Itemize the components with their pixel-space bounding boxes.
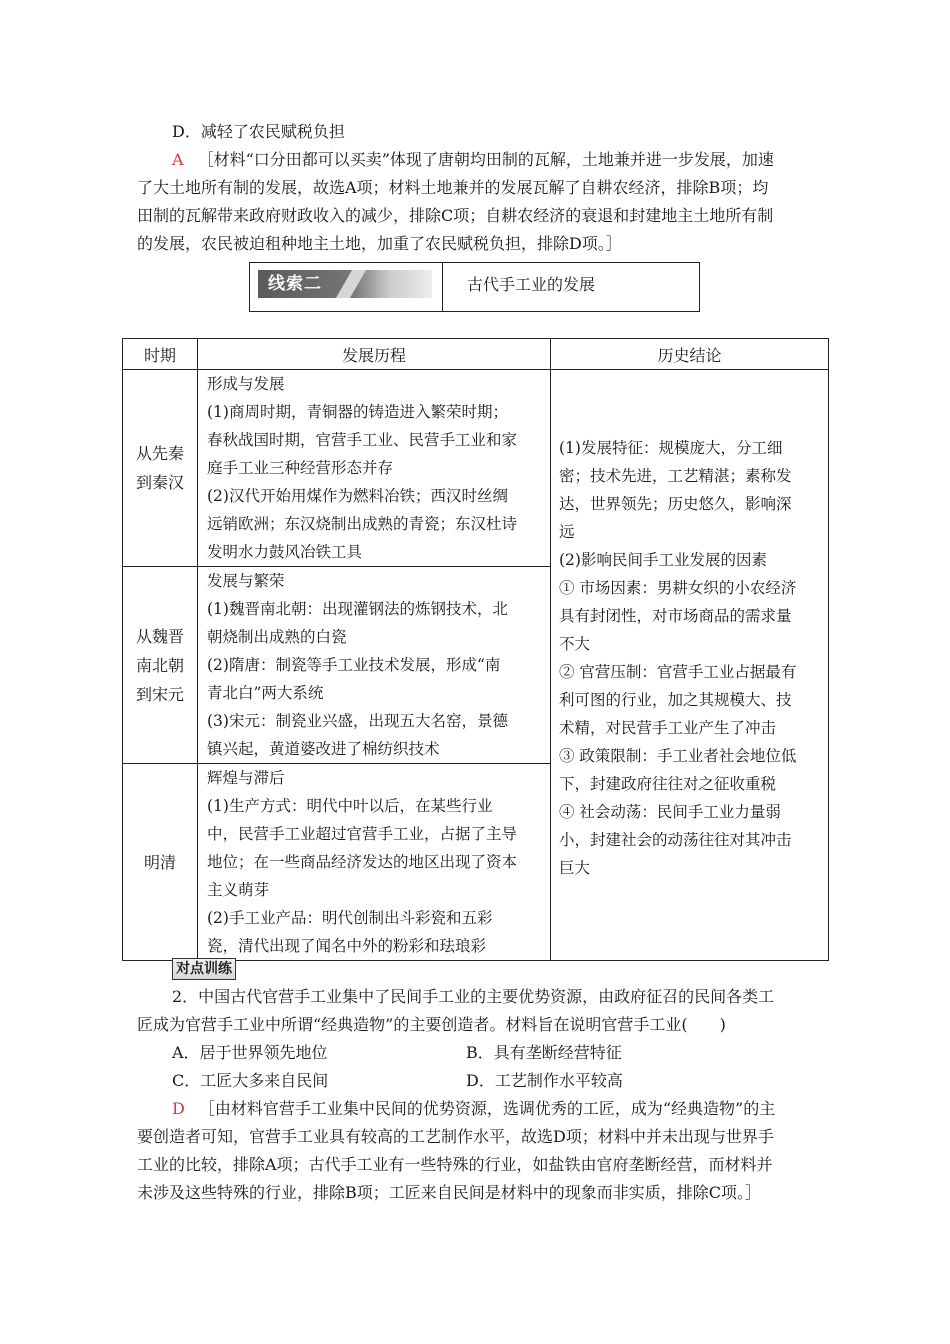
q1-explanation-line-2: 了大土地所有制的发展，故选A项；材料土地兼并的发展瓦解了自耕农经济，排除B项；均 bbox=[137, 178, 769, 197]
process-line: (2)汉代开始用煤作为燃料冶铁；西汉时丝绸 bbox=[207, 487, 508, 505]
period-cell bbox=[123, 370, 198, 567]
conclusion-line: ② 官营压制：官营手工业占据最有 bbox=[559, 663, 797, 681]
process-heading: 发展与繁荣 bbox=[207, 572, 285, 590]
conclusion-line: ① 市场因素：男耕女织的小农经济 bbox=[559, 579, 797, 597]
process-line: (1)魏晋南北朝：出现灌钢法的炼钢技术，北 bbox=[207, 600, 508, 618]
process-cell bbox=[198, 764, 551, 961]
process-line: (1)商周时期，青铜器的铸造进入繁荣时期； bbox=[207, 403, 508, 421]
conclusion-line: (1)发展特征：规模庞大，分工细 bbox=[559, 439, 783, 457]
period-text: 从先秦 bbox=[135, 444, 184, 463]
conclusion-line: ③ 政策限制：手工业者社会地位低 bbox=[559, 747, 797, 765]
process-line: 发明水力鼓风冶铁工具 bbox=[207, 543, 363, 561]
q1-answer-letter: A bbox=[172, 150, 184, 169]
table-row bbox=[123, 370, 829, 567]
period-text: 明清 bbox=[143, 852, 176, 872]
conclusion-line: 术精，对民营手工业产生了冲击 bbox=[559, 719, 777, 737]
q2-explanation-line-2: 要创造者可知，官营手工业具有较高的工艺制作水平，故选D项；材料中并未出现与世界手 bbox=[137, 1127, 774, 1146]
clue-label-area bbox=[250, 263, 443, 311]
process-line: 朝烧制出成熟的白瓷 bbox=[207, 628, 347, 646]
conclusion-line: 下，封建政府往往对之征收重税 bbox=[559, 775, 777, 793]
period-text: 南北朝 bbox=[135, 655, 184, 675]
clue-tag-slant-decoration bbox=[336, 270, 366, 298]
q2-explanation-line-4: 未涉及这些特殊的行业，排除B项；工匠来自民间是材料中的现象而非实质，排除C项。］ bbox=[137, 1183, 762, 1202]
process-line: 中，民营手工业超过官营手工业，占据了主导 bbox=[207, 825, 518, 843]
process-line: (2)手工业产品：明代创制出斗彩瓷和五彩 bbox=[207, 909, 493, 927]
process-line: (1)生产方式：明代中叶以后，在某些行业 bbox=[207, 797, 493, 815]
conclusion-line: 小，封建社会的动荡往往对其冲击 bbox=[559, 831, 792, 849]
process-line: 春秋战国时期，官营手工业、民营手工业和家 bbox=[207, 431, 518, 449]
header-conclusion: 历史结论 bbox=[551, 339, 829, 370]
process-heading: 辉煌与滞后 bbox=[207, 769, 285, 787]
period-text: 到秦汉 bbox=[135, 473, 184, 492]
conclusion-line: 利可图的行业，加之其规模大、技 bbox=[559, 691, 792, 709]
process-line: 远销欧洲；东汉烧制出成熟的青瓷；东汉杜诗 bbox=[207, 515, 518, 533]
q2-option-d: D．工艺制作水平较高 bbox=[466, 1071, 623, 1090]
process-line: (3)宋元：制瓷业兴盛，出现五大名窑，景德 bbox=[207, 712, 508, 730]
clue-label: 线索二 bbox=[268, 274, 322, 294]
q2-stem-line-1: 2．中国古代官营手工业集中了民间手工业的主要优势资源，由政府征召的民间各类工 bbox=[172, 987, 775, 1006]
header-process: 发展历程 bbox=[198, 339, 551, 370]
q1-option-d: D．减轻了农民赋税负担 bbox=[172, 122, 345, 141]
conclusion-line: 达，世界领先；历史悠久，影响深 bbox=[559, 495, 792, 513]
process-line: 主义萌芽 bbox=[207, 881, 270, 899]
period-text: 从魏晋 bbox=[135, 626, 184, 646]
process-cell bbox=[198, 370, 551, 567]
process-cell bbox=[198, 567, 551, 764]
process-line: 青北白”两大系统 bbox=[207, 684, 324, 702]
q2-explanation-line-3: 工业的比较，排除A项；古代手工业有一些特殊的行业，如盐铁由官府垄断经营，而材料并 bbox=[137, 1155, 773, 1174]
process-line: 庭手工业三种经营形态并存 bbox=[207, 459, 394, 477]
q2-answer-line-1 bbox=[172, 1095, 775, 1123]
table-header-row bbox=[123, 339, 829, 370]
process-heading: 形成与发展 bbox=[207, 375, 285, 393]
conclusion-line: 远 bbox=[559, 523, 575, 541]
conclusion-cell bbox=[551, 370, 829, 961]
clue-title: 古代手工业的发展 bbox=[467, 275, 596, 294]
practice-section-label: 对点训练 bbox=[172, 958, 236, 980]
q1-answer-line-1 bbox=[172, 146, 774, 174]
q1-explanation-line-3: 田制的瓦解带来政府财政收入的减少，排除C项；自耕农经济的衰退和封建地主土地所有制 bbox=[137, 206, 774, 225]
conclusion-line: ④ 社会动荡：民间手工业力量弱 bbox=[559, 803, 781, 821]
q2-answer-letter: D bbox=[172, 1099, 185, 1118]
period-cell bbox=[123, 567, 198, 764]
q1-explanation-line-4: 的发展，农民被迫租种地主土地，加重了农民赋税负担，排除D项。］ bbox=[137, 234, 622, 253]
handicraft-development-table bbox=[122, 338, 829, 961]
conclusion-line: 密；技术先进，工艺精湛；素称发 bbox=[559, 467, 792, 485]
q2-option-a: A．居于世界领先地位 bbox=[172, 1043, 328, 1062]
conclusion-line: 不大 bbox=[559, 635, 591, 653]
q2-option-b: B．具有垄断经营特征 bbox=[466, 1043, 622, 1062]
process-line: (2)隋唐：制瓷等手工业技术发展，形成“南 bbox=[207, 656, 501, 674]
q2-explanation-text-1: ［由材料官营手工业集中民间的优势资源，选调优秀的工匠，成为“经典造物”的主 bbox=[198, 1099, 776, 1118]
clue-header-box bbox=[249, 262, 700, 312]
q1-explanation-text-1: ［材料“口分田都可以买卖”体现了唐朝均田制的瓦解，土地兼并进一步发展，加速 bbox=[197, 150, 774, 169]
period-text: 到宋元 bbox=[135, 684, 184, 704]
conclusion-line: (2)影响民间手工业发展的因素 bbox=[559, 551, 767, 569]
process-line: 地位；在一些商品经济发达的地区出现了资本 bbox=[207, 853, 518, 871]
q2-option-c: C．工匠大多来自民间 bbox=[172, 1071, 329, 1090]
period-cell bbox=[123, 764, 198, 961]
clue-tag-banner bbox=[258, 270, 432, 298]
conclusion-line: 巨大 bbox=[559, 859, 591, 877]
process-line: 镇兴起，黄道婆改进了棉纺织技术 bbox=[207, 740, 440, 758]
process-line: 瓷，清代出现了闻名中外的粉彩和珐琅彩 bbox=[207, 937, 487, 955]
header-period: 时期 bbox=[123, 339, 198, 370]
conclusion-line: 具有封闭性，对市场商品的需求量 bbox=[559, 607, 792, 625]
q2-stem-line-2: 匠成为官营手工业中所谓“经典造物”的主要创造者。材料旨在说明官营手工业( ) bbox=[137, 1015, 726, 1034]
